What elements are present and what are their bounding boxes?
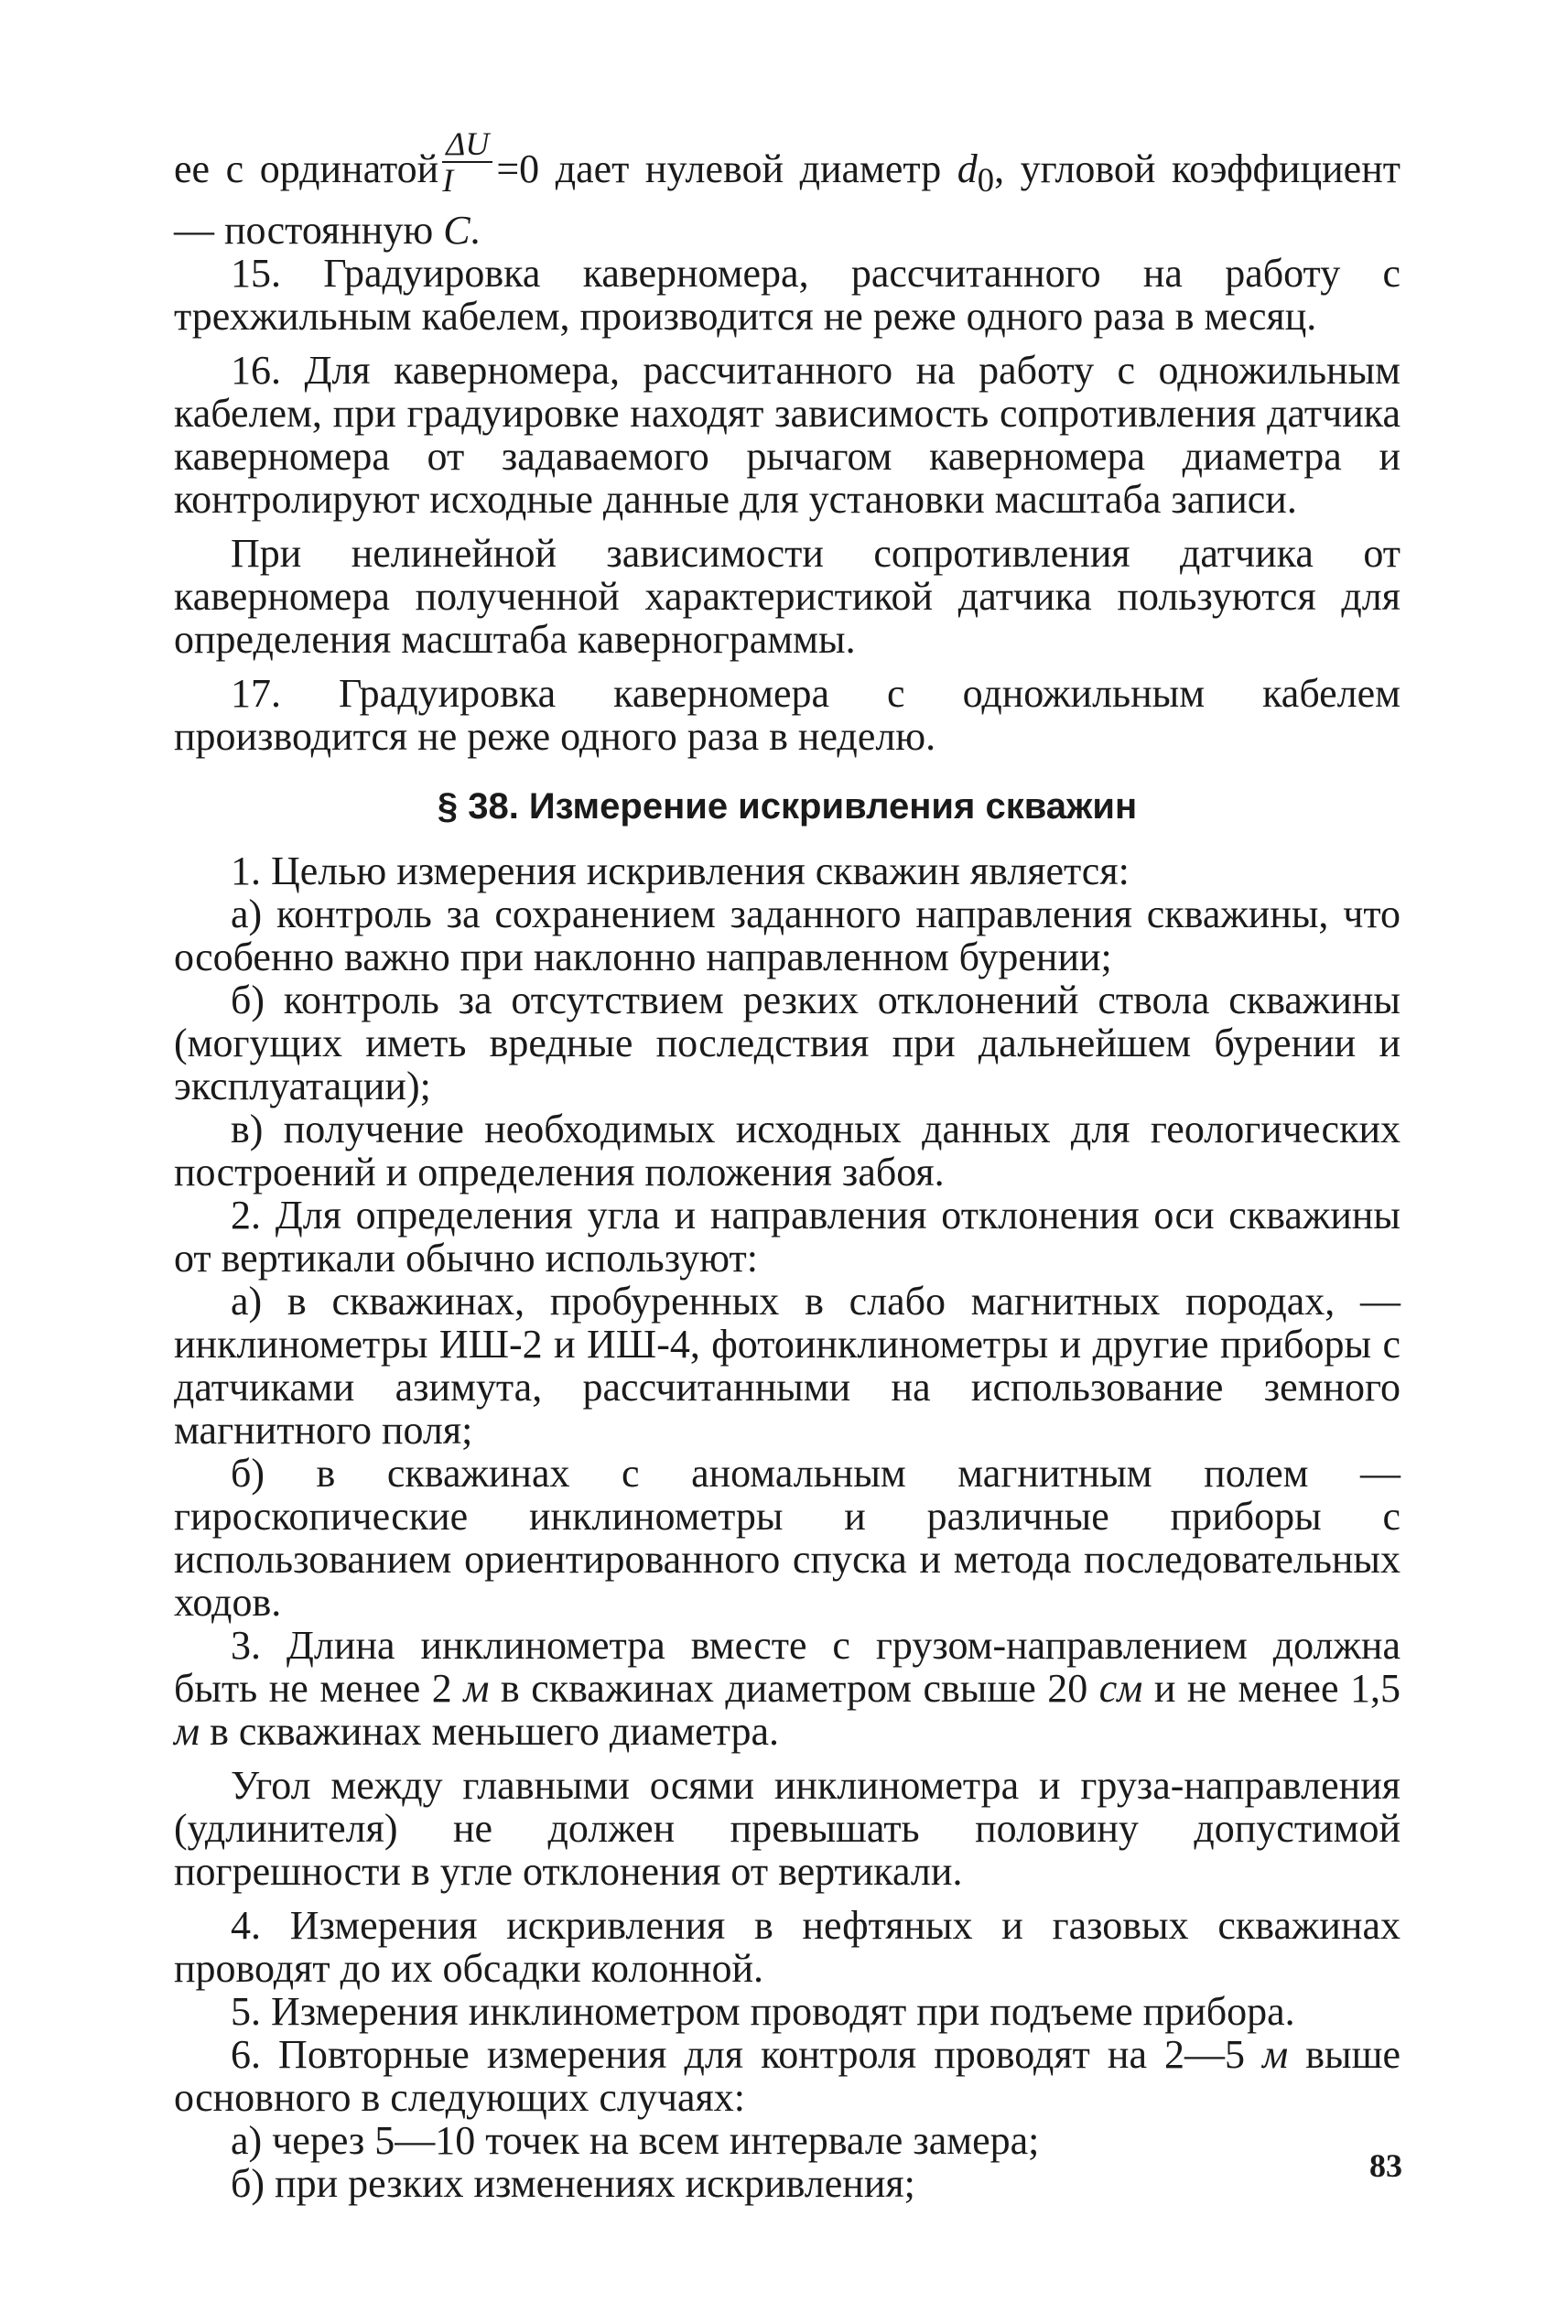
unit-m: м [1262, 2032, 1289, 2077]
text-run: . [470, 208, 481, 253]
item-1a: а) контроль за сохранением заданного направления скважины, что особенно важно при наклонно направленном бурении; [174, 892, 1400, 979]
unit-cm: см [1098, 1666, 1143, 1711]
paragraph-15: 15. Градуировка каверномера, рассчитанного на работу с трехжильным кабелем, производится не реже одного раза в месяц. [174, 251, 1400, 339]
text-run: 6. Повторные измерения для контроля проводят на 2—5 [231, 2032, 1263, 2077]
unit-m: м [174, 1709, 200, 1754]
item-1b: б) контроль за отсутствием резких отклонений ствола скважины (могущих иметь вредные последствия при дальнейшем бурении и эксплуатации); [174, 978, 1400, 1108]
paragraph-17: 17. Градуировка каверномера с одножильным кабелем производится не реже одного раза в неделю. [174, 671, 1400, 759]
item-2b: б) в скважинах с аномальным магнитным полем — гироскопические инклинометры и различные приборы с использованием ориентированного спуска и метода последовательных ходов. [174, 1451, 1400, 1625]
symbol-d-subscript: 0 [977, 160, 995, 199]
item-4: 4. Измерения искривления в нефтяных и газовых скважинах проводят до их обсадки колонной. [174, 1903, 1400, 1991]
fraction-numerator: ΔU [442, 126, 492, 163]
unit-m: м [463, 1666, 490, 1711]
paragraph-continuation [174, 125, 1400, 253]
text-run: , угловой коэффициент — постоянную [174, 146, 1400, 253]
item-1: 1. Целью измерения искривления скважин является: [231, 849, 1130, 893]
item-2a: а) в скважинах, пробуренных в слабо магнитных породах, — инклинометры ИШ-2 и ИШ-4, фотоинклинометры и другие приборы с датчиками азимута, рассчитанными на использование земного магнитного поля; [174, 1279, 1400, 1453]
symbol-c: C [443, 208, 470, 253]
text-run: =0 дает нулевой диаметр [496, 146, 957, 192]
paragraph-16: 16. Для каверномера, рассчитанного на работу с одножильным кабелем, при градуировке находят зависимость сопротивления датчика каверномера от задаваемого рычагом каверномера диаметра и контролируют исходные данные для установки масштаба записи. [174, 348, 1400, 522]
item-3 [174, 1624, 1400, 1753]
item-6b: б) при резких изменениях искривления; [231, 2161, 915, 2206]
item-2: 2. Для определения угла и направления отклонения оси скважины от вертикали обычно используют: [174, 1193, 1400, 1281]
paragraph-16-note: При нелинейной зависимости сопротивления датчика от каверномера полученной характеристикой датчика пользуются для определения масштаба кавернограммы. [174, 531, 1400, 662]
fraction-du-over-i [442, 126, 492, 198]
item-6 [174, 2033, 1400, 2119]
item-3-note: Угол между главными осями инклинометра и груза-направления (удлинителя) не должен превышать половину допустимой погрешности в угле отклонения от вертикали. [174, 1763, 1400, 1894]
fraction-denominator: I [442, 162, 454, 199]
text-run: 3. Длина инклинометра вместе с грузом-направлением должна быть не менее 2 [174, 1623, 1400, 1711]
symbol-d: d [957, 146, 978, 192]
item-5: 5. Измерения инклинометром проводят при подъеме прибора. [231, 1989, 1295, 2034]
section-heading: § 38. Измерение искривления скважин [437, 786, 1138, 827]
text-run: и не менее 1,5 [1142, 1666, 1400, 1711]
item-6a: а) через 5—10 точек на всем интервале замера; [231, 2118, 1040, 2163]
item-1c: в) получение необходимых исходных данных для геологических построений и определения положения забоя. [174, 1107, 1400, 1194]
page-number: 83 [1369, 2147, 1402, 2184]
text-run: в скважинах диаметром свыше 20 [489, 1666, 1099, 1711]
page-body [174, 125, 1400, 2206]
text-run: ее с ординатой [174, 146, 439, 192]
text-run: выше основного в следующих случаях: [174, 2032, 1400, 2120]
text-run: в скважинах меньшего диаметра. [200, 1709, 780, 1754]
